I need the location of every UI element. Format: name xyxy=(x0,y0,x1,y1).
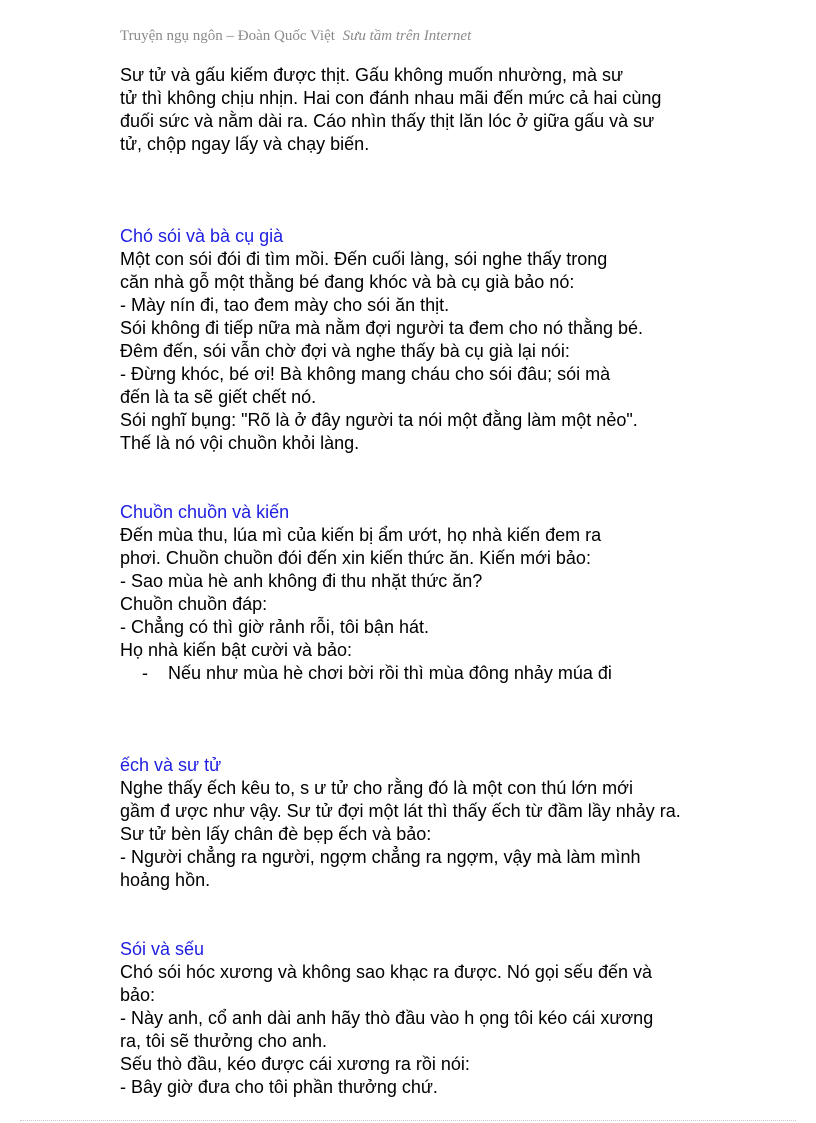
header-source: Sưu tầm trên Internet xyxy=(342,28,472,44)
story-line: - Sao mùa hè anh không đi thu nhặt thức ăn? xyxy=(120,571,483,591)
story-line: Sói không đi tiếp nữa mà nằm đợi người ta đem cho nó thằng bé. xyxy=(120,318,644,338)
intro-story xyxy=(120,64,780,156)
story-line: Đến mùa thu, lúa mì của kiến bị ẩm ướt, họ nhà kiến đem ra xyxy=(120,525,602,545)
story-line: - Mày nín đi, tao đem mày cho sói ăn thịt. xyxy=(120,295,450,315)
story-line: ra, tôi sẽ thưởng cho anh. xyxy=(120,1031,327,1051)
story-line: bảo: xyxy=(120,985,156,1005)
document-body xyxy=(120,64,780,1099)
bullet-text: Nếu như mùa hè chơi bời rồi thì mùa đông nhảy múa đi xyxy=(168,663,612,683)
story-chuon-chuon-va-kien xyxy=(120,501,780,685)
story-title: Sói và sếu xyxy=(120,939,205,959)
story-line: Đêm đến, sói vẫn chờ đợi và nghe thấy bà cụ già lại nói: xyxy=(120,341,570,361)
story-title: ếch và sư tử xyxy=(120,755,222,775)
story-line: - Chẳng có thì giờ rảnh rỗi, tôi bận hát. xyxy=(120,617,429,637)
intro-line: đuối sức và nằm dài ra. Cáo nhìn thấy thịt lăn lóc ở giữa gấu và sư xyxy=(120,111,655,131)
story-line: đến là ta sẽ giết chết nó. xyxy=(120,387,317,407)
story-line: Nghe thấy ếch kêu to, s ư tử cho rằng đó là một con thú lớn mới xyxy=(120,778,633,798)
story-line: - Đừng khóc, bé ơi! Bà không mang cháu cho sói đâu; sói mà xyxy=(120,364,611,384)
story-line: Họ nhà kiến bật cười và bảo: xyxy=(120,640,352,660)
header-title: Truyện ngụ ngôn – Đoàn Quốc Việt xyxy=(120,28,335,44)
story-line: Sếu thò đầu, kéo được cái xương ra rồi nói: xyxy=(120,1054,470,1074)
intro-line: tử thì không chịu nhịn. Hai con đánh nhau mãi đến mức cả hai cùng xyxy=(120,88,662,108)
story-line: gầm đ ược như vậy. Sư tử đợi một lát thì thấy ếch từ đầm lầy nhảy ra. xyxy=(120,801,681,821)
story-cho-soi-va-ba-cu-gia xyxy=(120,225,780,455)
page-header xyxy=(120,28,471,45)
story-line: - Người chẳng ra người, ngợm chẳng ra ngợm, vậy mà làm mình xyxy=(120,847,641,867)
story-soi-va-seu xyxy=(120,938,780,1099)
story-line: Thế là nó vội chuồn khỏi làng. xyxy=(120,433,360,453)
story-line: Sói nghĩ bụng: "Rõ là ở đây người ta nói một đằng làm một nẻo". xyxy=(120,410,638,430)
intro-line: tử, chộp ngay lấy và chạy biến. xyxy=(120,134,370,154)
bullet-item xyxy=(120,662,780,685)
story-line: - Này anh, cổ anh dài anh hãy thò đầu vào h ọng tôi kéo cái xương xyxy=(120,1008,654,1028)
story-line: Chuồn chuồn đáp: xyxy=(120,594,268,614)
story-line: Sư tử bèn lấy chân đè bẹp ếch và bảo: xyxy=(120,824,432,844)
page-bottom-divider xyxy=(20,1120,796,1121)
story-line: Chó sói hóc xương và không sao khạc ra được. Nó gọi sếu đến và xyxy=(120,962,653,982)
intro-line: Sư tử và gấu kiếm được thịt. Gấu không muốn nhường, mà sư xyxy=(120,65,624,85)
bullet-marker: - xyxy=(142,663,148,683)
story-line: hoảng hồn. xyxy=(120,870,211,890)
story-line: - Bây giờ đưa cho tôi phần thưởng chứ. xyxy=(120,1077,438,1097)
story-line: căn nhà gỗ một thằng bé đang khóc và bà cụ già bảo nó: xyxy=(120,272,575,292)
story-line: phơi. Chuồn chuồn đói đến xin kiến thức ăn. Kiến mới bảo: xyxy=(120,548,591,568)
story-title: Chuồn chuồn và kiến xyxy=(120,502,290,522)
story-title: Chó sói và bà cụ già xyxy=(120,226,284,246)
story-line: Một con sói đói đi tìm mồi. Đến cuối làng, sói nghe thấy trong xyxy=(120,249,608,269)
story-ech-va-su-tu xyxy=(120,754,780,892)
